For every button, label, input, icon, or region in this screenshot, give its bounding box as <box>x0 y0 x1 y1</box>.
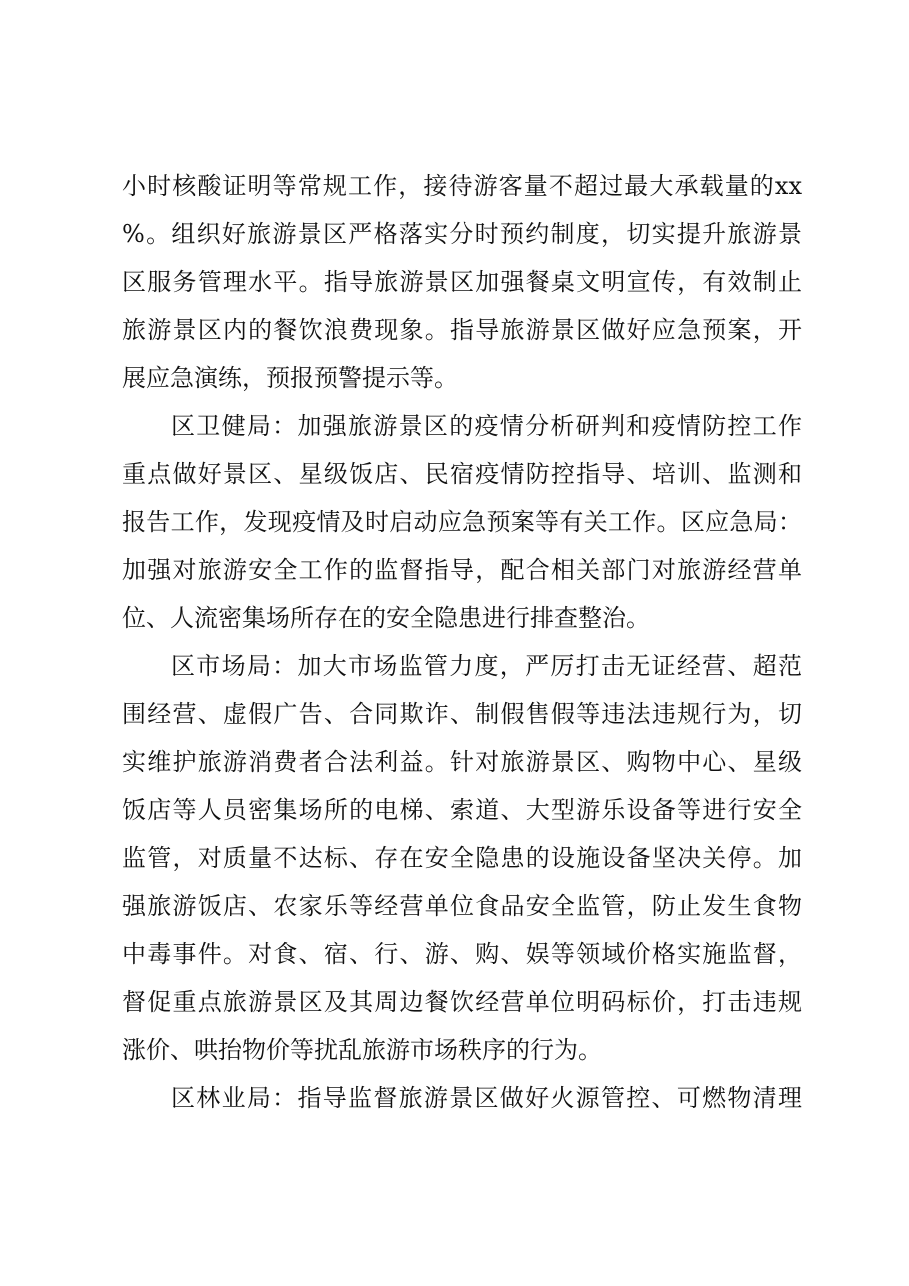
text-line: 围经营、虚假广告、合同欺诈、制假售假等违法违规行为，切 <box>122 700 802 728</box>
text-line: 重点做好景区、星级饭店、民宿疫情防控指导、培训、监测和 <box>122 460 802 488</box>
text-line: 监管，对质量不达标、存在安全隐患的设施设备坚决关停。加 <box>122 844 802 872</box>
text-line: 区服务管理水平。指导旅游景区加强餐桌文明宣传，有效制止 <box>122 268 802 296</box>
text-line: 报告工作，发现疫情及时启动应急预案等有关工作。区应急局： <box>122 508 802 536</box>
text-line: 加强对旅游安全工作的监督指导，配合相关部门对旅游经营单 <box>122 556 802 584</box>
text-line: 涨价、哄抬物价等扰乱旅游市场秩序的行为。 <box>122 1036 602 1064</box>
paragraph-start-line: 区卫健局：加强旅游景区的疫情分析研判和疫情防控工作 <box>171 412 802 440</box>
text-line: 展应急演练，预报预警提示等。 <box>122 364 458 392</box>
text-line: 实维护旅游消费者合法利益。针对旅游景区、购物中心、星级 <box>122 748 802 776</box>
text-line: 小时核酸证明等常规工作，接待游客量不超过最大承载量的xx <box>122 172 802 200</box>
text-line: 位、人流密集场所存在的安全隐患进行排查整治。 <box>122 604 650 632</box>
text-line: 中毒事件。对食、宿、行、游、购、娱等领域价格实施监督， <box>122 940 802 968</box>
text-line: 旅游景区内的餐饮浪费现象。指导旅游景区做好应急预案，开 <box>122 316 802 344</box>
text-line: 强旅游饭店、农家乐等经营单位食品安全监管，防止发生食物 <box>122 892 802 920</box>
paragraph-start-line: 区市场局：加大市场监管力度，严厉打击无证经营、超范 <box>171 652 802 680</box>
text-line: %。组织好旅游景区严格落实分时预约制度，切实提升旅游景 <box>122 220 802 248</box>
paragraph-start-line: 区林业局：指导监督旅游景区做好火源管控、可燃物清理 <box>171 1084 802 1112</box>
text-line: 督促重点旅游景区及其周边餐饮经营单位明码标价，打击违规 <box>122 988 802 1016</box>
text-line: 饭店等人员密集场所的电梯、索道、大型游乐设备等进行安全 <box>122 796 802 824</box>
